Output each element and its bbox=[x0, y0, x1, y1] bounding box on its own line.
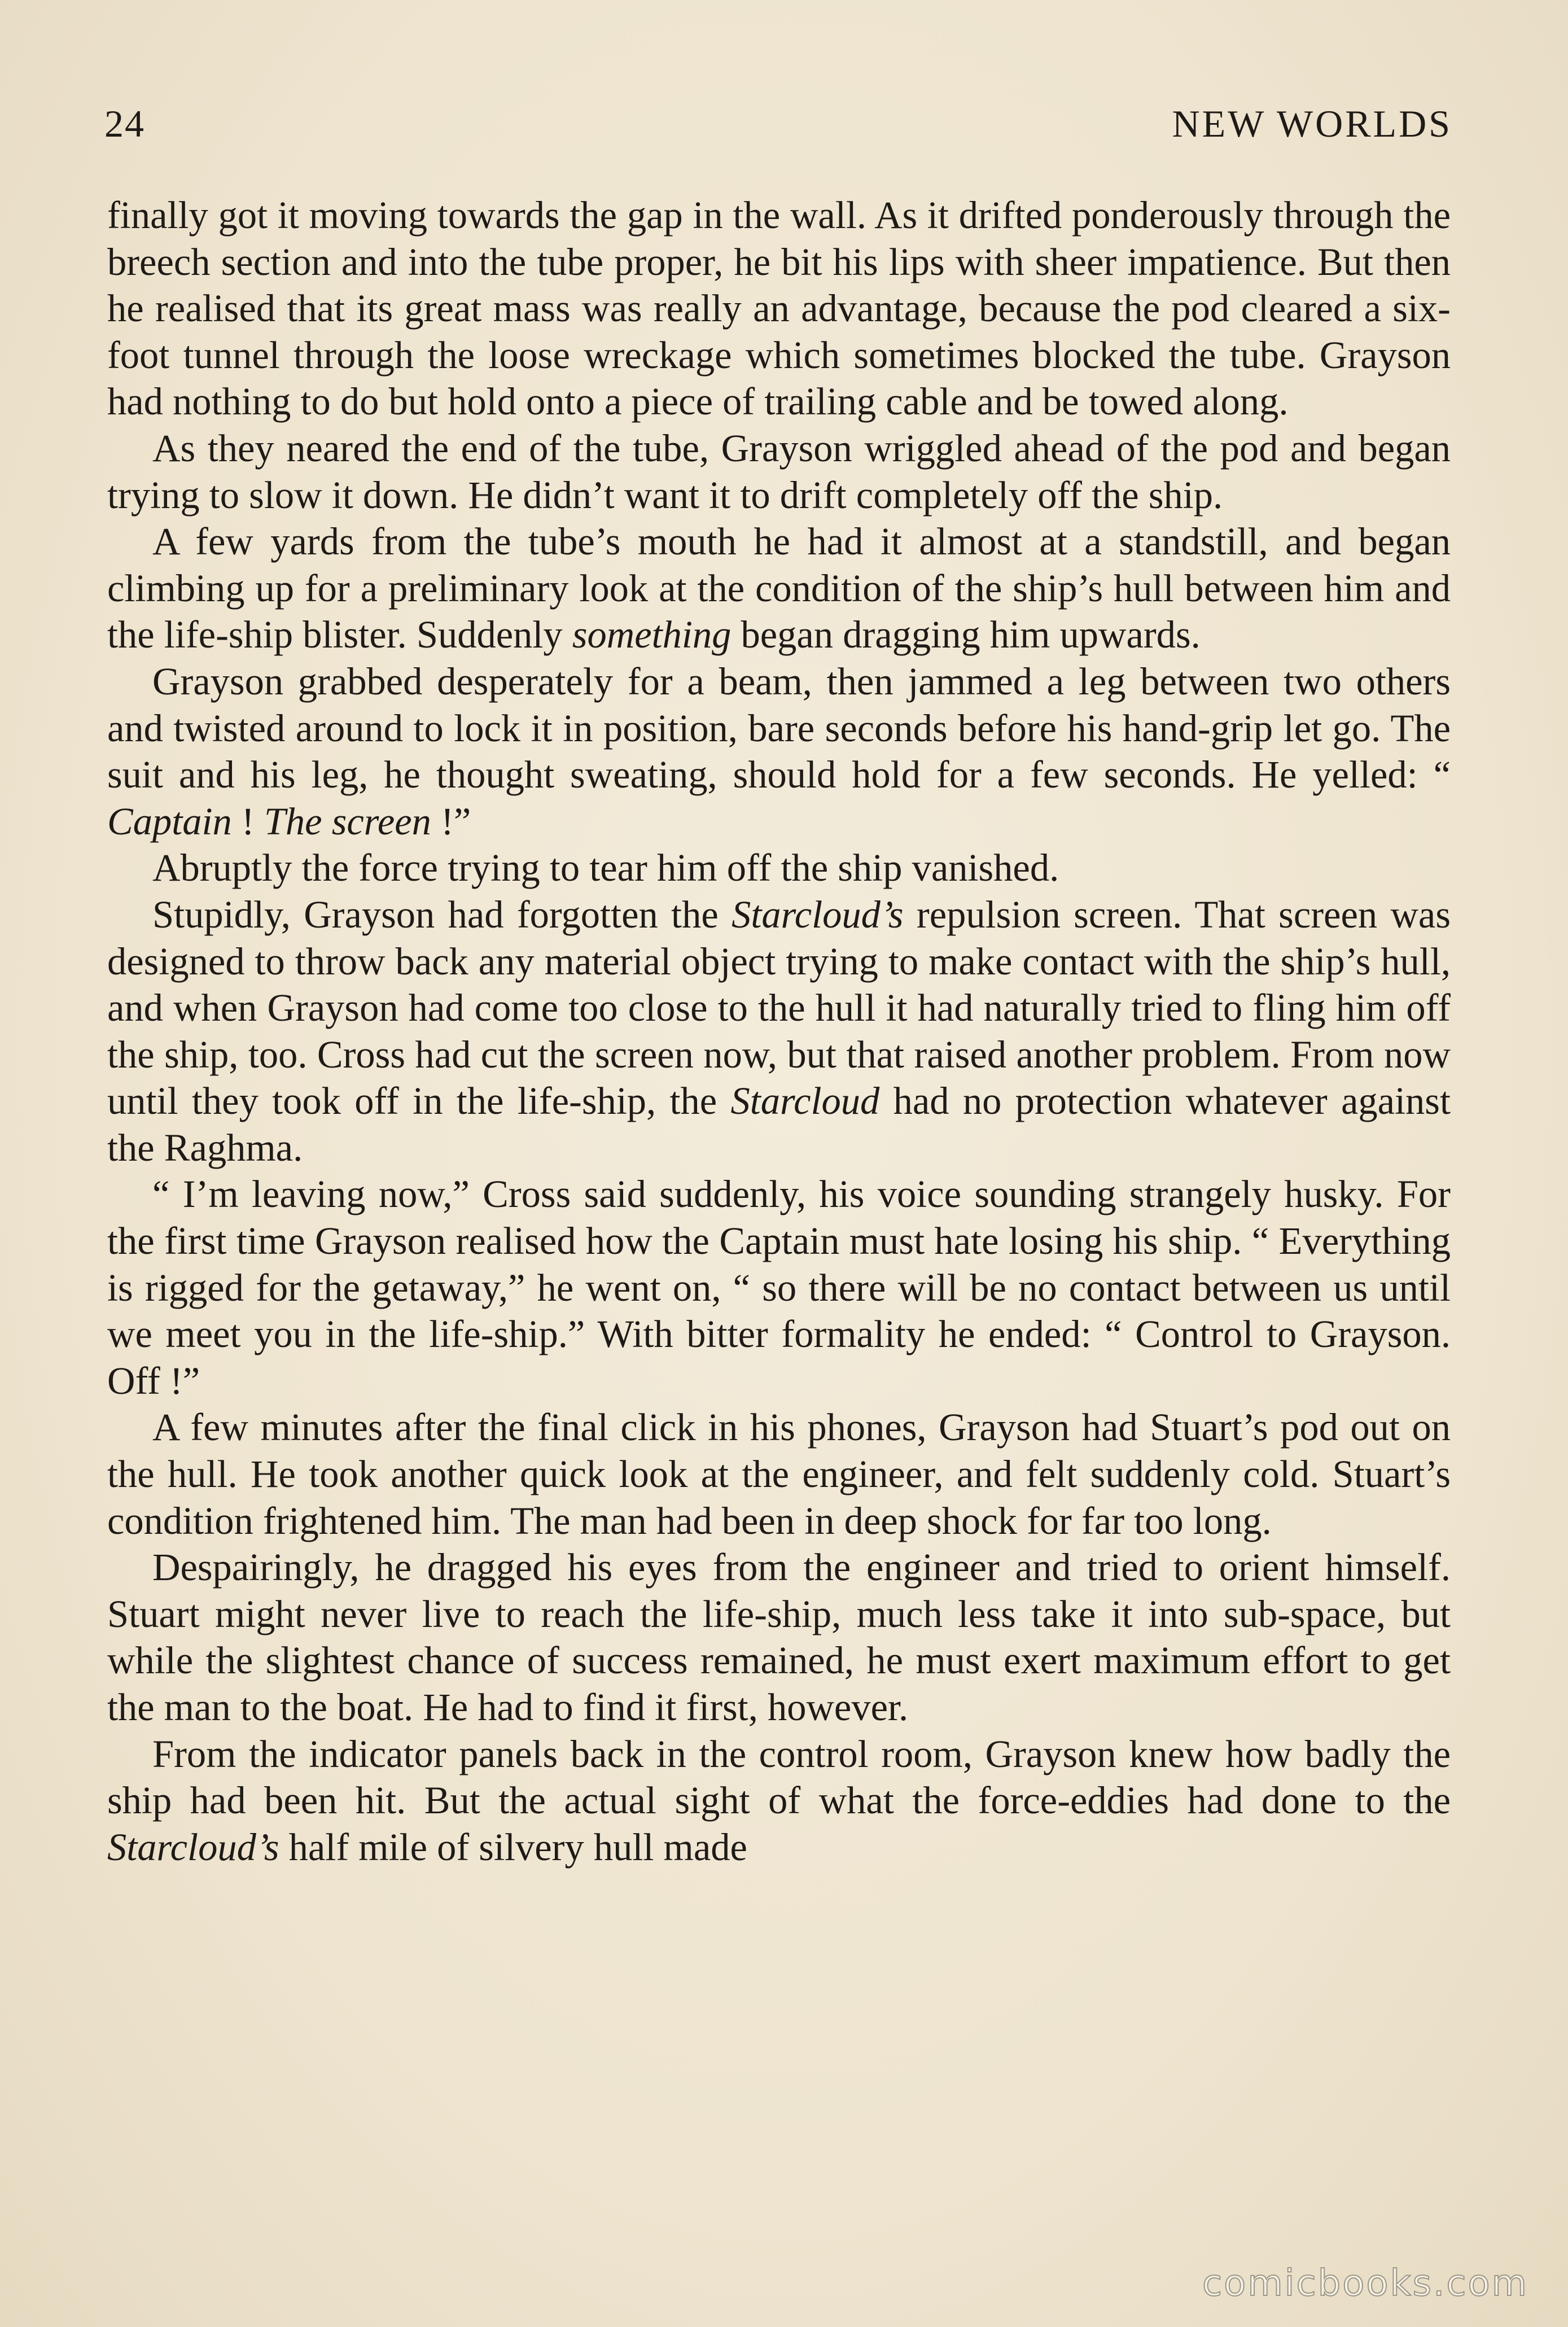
paragraph bbox=[107, 658, 1451, 845]
paragraph bbox=[107, 425, 1451, 518]
text-run: Abruptly the force trying to tear him off the ship vanished. bbox=[152, 846, 1059, 890]
text-run: A few yards from the tube’s mouth he had it almost at a standstill, and began climbing up for a preliminary look at the condition of the ship’s hull between him and the life-ship blister. Suddenly bbox=[107, 520, 1451, 657]
page-number: 24 bbox=[104, 102, 145, 145]
text-run: As they neared the end of the tube, Grayson wriggled ahead of the pod and began trying to slow it down. He didn’t want it to drift completely off the ship. bbox=[107, 426, 1451, 517]
text-run: Grayson grabbed desperately for a beam, then jammed a leg between two others and twisted around to lock it in position, bare seconds before his hand-grip let go. The suit and his leg, he thought sweating, should hold for a few seconds. He yelled: “ bbox=[107, 659, 1451, 797]
italic-text: Starcloud’s bbox=[732, 893, 904, 936]
italic-text: Captain bbox=[107, 799, 232, 843]
text-run: had no protection whatever against the Raghma. bbox=[107, 1079, 1451, 1169]
italic-text: something bbox=[572, 613, 732, 657]
paragraph bbox=[107, 518, 1451, 658]
running-title: NEW WORLDS bbox=[1172, 102, 1452, 145]
text-run: half mile of silvery hull made bbox=[279, 1825, 747, 1869]
text-run: From the indicator panels back in the control room, Grayson knew how badly the ship had been hit. But the actual sight of what the force-eddies had done to the bbox=[107, 1732, 1451, 1822]
italic-text: Starcloud bbox=[730, 1079, 880, 1123]
text-run: A few minutes after the final click in his phones, Grayson had Stuart’s pod out on the hull. He took another quick look at the engineer, and felt suddenly cold. Stuart’s condition frightened him. The man had been in deep shock for far too long. bbox=[107, 1406, 1451, 1542]
text-run: !” bbox=[431, 799, 471, 843]
text-run: finally got it moving towards the gap in the wall. As it drifted ponderously through the breech section and into the tube proper, he bit his lips with sheer impatience. But then he realised that its great mass was really an advantage, because the pod cleared a six-foot tunnel through the loose wreckage which sometimes blocked the tube. Grayson had nothing to do but hold onto a piece of trailing cable and be towed along. bbox=[107, 194, 1451, 423]
italic-text: The screen bbox=[264, 799, 431, 843]
paragraph bbox=[107, 1731, 1451, 1871]
watermark-logo: comicbooks.com bbox=[1202, 2263, 1528, 2304]
paragraph bbox=[107, 891, 1451, 1171]
text-run: Stupidly, Grayson had forgotten the bbox=[152, 893, 732, 936]
paragraph bbox=[107, 192, 1451, 425]
text-run: Despairingly, he dragged his eyes from the engineer and tried to orient himself. Stuart might never live to reach the life-ship, much less take it into sub-space, but while the slightest chance of success remained, he must exert maximum effort to get the man to the boat. He had to find it first, however. bbox=[107, 1546, 1451, 1729]
story-text bbox=[107, 192, 1451, 2213]
page-header bbox=[104, 96, 1452, 152]
text-run: began dragging him upwards. bbox=[731, 613, 1201, 657]
text-run: repulsion screen. That screen was designed to throw back any material object trying to make contact with the ship’s hull, and when Grayson had come too close to the hull it had naturally tried to fling him off the ship, too. Cross had cut the screen now, but that raised another problem. From now until they took off in the life-ship, the bbox=[107, 893, 1451, 1123]
paragraph bbox=[107, 1544, 1451, 1730]
paragraph bbox=[107, 1171, 1451, 1404]
text-run: “ I’m leaving now,” Cross said suddenly, his voice sounding strangely husky. For the first time Grayson realised how the Captain must hate losing his ship. “ Everything is rigged for the getaway,” he went on, “ so there will be no contact between us until we meet you in the life-ship.” With bitter formality he ended: “ Control to Grayson. Off !” bbox=[107, 1173, 1451, 1402]
text-run: ! bbox=[231, 799, 264, 843]
paragraph bbox=[107, 845, 1451, 891]
italic-text: Starcloud’s bbox=[107, 1825, 279, 1869]
paragraph bbox=[107, 1404, 1451, 1544]
